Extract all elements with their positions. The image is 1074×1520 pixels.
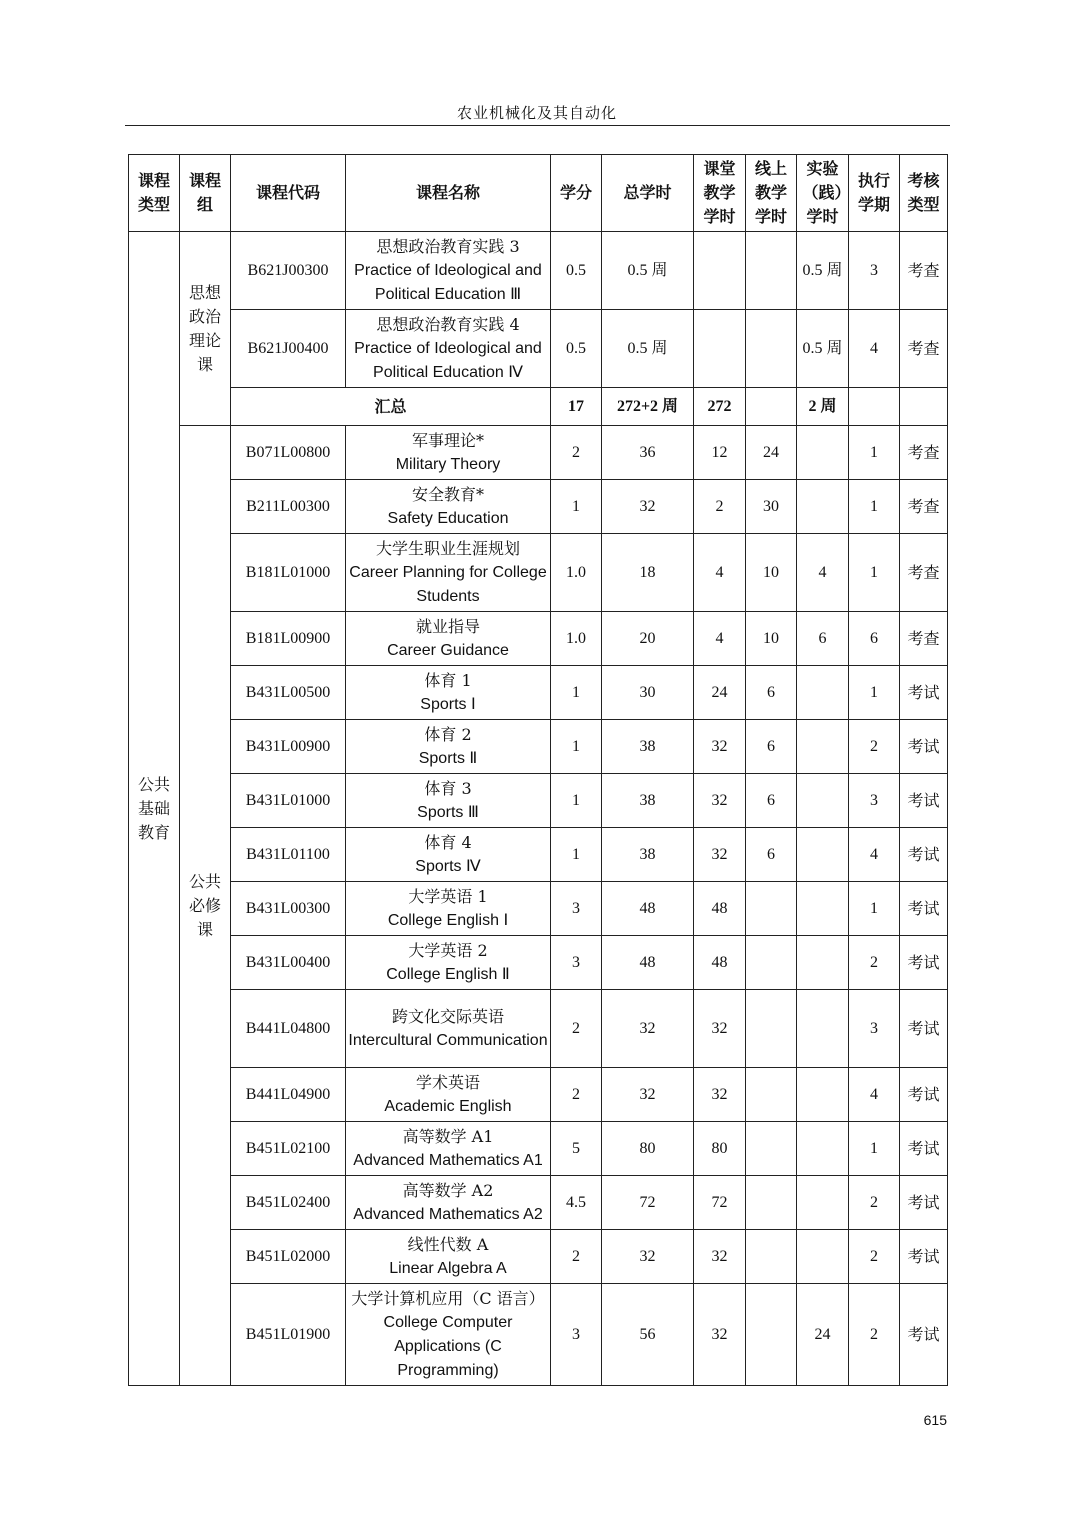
course-code: B431L01000 xyxy=(231,774,346,828)
course-name xyxy=(346,1068,551,1122)
course-practice-hours xyxy=(797,1176,849,1230)
header-semester: 执行学期 xyxy=(849,155,900,232)
course-online-hours xyxy=(746,1230,797,1284)
course-semester: 1 xyxy=(849,666,900,720)
course-name xyxy=(346,1284,551,1386)
course-table xyxy=(128,154,948,1386)
summary-online-hours xyxy=(746,388,797,426)
course-classroom-hours: 32 xyxy=(694,774,746,828)
course-name-en: College English Ⅱ xyxy=(386,965,510,983)
course-practice-hours xyxy=(797,936,849,990)
course-code: B431L00400 xyxy=(231,936,346,990)
header-classroom-hours: 课堂教学学时 xyxy=(694,155,746,232)
course-total-hours: 48 xyxy=(602,882,694,936)
course-total-hours: 36 xyxy=(602,426,694,480)
course-name-cn: 线性代数 A xyxy=(407,1234,489,1254)
course-credits: 3 xyxy=(551,1284,602,1386)
course-code: B181L00900 xyxy=(231,612,346,666)
course-name-cn: 学术英语 xyxy=(415,1072,480,1092)
course-semester: 1 xyxy=(849,534,900,612)
course-credits: 2 xyxy=(551,990,602,1068)
course-name xyxy=(346,310,551,388)
table-row xyxy=(129,720,948,774)
summary-classroom-hours: 272 xyxy=(694,388,746,426)
course-total-hours: 38 xyxy=(602,774,694,828)
summary-practice-hours: 2 周 xyxy=(797,388,849,426)
summary-credits: 17 xyxy=(551,388,602,426)
course-assessment: 考试 xyxy=(900,1176,948,1230)
table-row xyxy=(129,480,948,534)
table-row xyxy=(129,1122,948,1176)
course-semester: 2 xyxy=(849,936,900,990)
course-name-cn: 高等数学 A2 xyxy=(402,1180,494,1200)
course-semester: 4 xyxy=(849,1068,900,1122)
course-name-en: Intercultural Communication xyxy=(348,1031,548,1049)
course-name-en: Sports Ⅰ xyxy=(420,695,476,713)
table-row xyxy=(129,774,948,828)
course-practice-hours xyxy=(797,720,849,774)
table-row xyxy=(129,612,948,666)
course-practice-hours: 4 xyxy=(797,534,849,612)
course-name xyxy=(346,990,551,1068)
course-name xyxy=(346,936,551,990)
course-credits: 1.0 xyxy=(551,534,602,612)
course-credits: 1.0 xyxy=(551,612,602,666)
table-row xyxy=(129,990,948,1068)
course-code: B431L00900 xyxy=(231,720,346,774)
course-assessment: 考试 xyxy=(900,666,948,720)
course-name-en: Military Theory xyxy=(395,455,501,473)
course-credits: 1 xyxy=(551,774,602,828)
course-name-en: Advanced Mathematics A1 xyxy=(353,1151,543,1169)
course-semester: 4 xyxy=(849,828,900,882)
table-row xyxy=(129,882,948,936)
course-classroom-hours: 48 xyxy=(694,882,746,936)
course-credits: 5 xyxy=(551,1122,602,1176)
course-classroom-hours: 32 xyxy=(694,990,746,1068)
course-total-hours: 32 xyxy=(602,990,694,1068)
category-cell: 公共基础教育 xyxy=(129,232,180,1386)
course-practice-hours xyxy=(797,774,849,828)
table-header-row xyxy=(129,155,948,232)
course-online-hours xyxy=(746,1068,797,1122)
course-semester: 1 xyxy=(849,426,900,480)
course-assessment: 考查 xyxy=(900,310,948,388)
course-name-cn: 跨文化交际英语 xyxy=(391,1006,504,1026)
course-assessment: 考试 xyxy=(900,882,948,936)
course-assessment: 考试 xyxy=(900,774,948,828)
course-assessment: 考试 xyxy=(900,990,948,1068)
table-body xyxy=(129,232,948,1386)
course-online-hours xyxy=(746,232,797,310)
header-assessment: 考核类型 xyxy=(900,155,948,232)
course-semester: 3 xyxy=(849,774,900,828)
course-name-cn: 就业指导 xyxy=(415,616,480,636)
course-name-cn: 军事理论* xyxy=(411,430,484,450)
course-classroom-hours: 24 xyxy=(694,666,746,720)
course-online-hours xyxy=(746,990,797,1068)
course-total-hours: 32 xyxy=(602,1068,694,1122)
course-assessment: 考试 xyxy=(900,828,948,882)
summary-semester xyxy=(849,388,900,426)
course-online-hours: 6 xyxy=(746,774,797,828)
course-name xyxy=(346,1230,551,1284)
course-name-en: Academic English xyxy=(384,1097,512,1115)
course-online-hours: 6 xyxy=(746,666,797,720)
course-classroom-hours: 32 xyxy=(694,720,746,774)
course-name-cn: 体育 4 xyxy=(424,832,472,852)
course-name-cn: 体育 1 xyxy=(424,670,472,690)
course-semester: 3 xyxy=(849,232,900,310)
course-name xyxy=(346,480,551,534)
course-practice-hours xyxy=(797,882,849,936)
table-row xyxy=(129,232,948,310)
course-practice-hours xyxy=(797,990,849,1068)
course-name xyxy=(346,666,551,720)
table-row xyxy=(129,936,948,990)
course-code: B441L04800 xyxy=(231,990,346,1068)
course-name-cn: 体育 2 xyxy=(424,724,472,744)
course-assessment: 考查 xyxy=(900,612,948,666)
course-assessment: 考试 xyxy=(900,1284,948,1386)
course-total-hours: 38 xyxy=(602,828,694,882)
course-code: B621J00400 xyxy=(231,310,346,388)
course-name-en: Career Guidance xyxy=(387,641,509,659)
course-code: B441L04900 xyxy=(231,1068,346,1122)
course-credits: 3 xyxy=(551,882,602,936)
course-online-hours xyxy=(746,1122,797,1176)
header-total-hours: 总学时 xyxy=(602,155,694,232)
course-semester: 6 xyxy=(849,612,900,666)
course-online-hours: 10 xyxy=(746,612,797,666)
course-name-cn: 思想政治教育实践 3 xyxy=(376,236,520,256)
table-row xyxy=(129,426,948,480)
course-classroom-hours: 32 xyxy=(694,1284,746,1386)
course-credits: 0.5 xyxy=(551,232,602,310)
group-cell-ideological: 思想政治理论课 xyxy=(180,232,231,426)
course-code: B211L00300 xyxy=(231,480,346,534)
course-credits: 1 xyxy=(551,828,602,882)
course-total-hours: 32 xyxy=(602,1230,694,1284)
course-name xyxy=(346,774,551,828)
course-assessment: 考查 xyxy=(900,480,948,534)
course-practice-hours xyxy=(797,1068,849,1122)
course-assessment: 考试 xyxy=(900,1068,948,1122)
course-name xyxy=(346,882,551,936)
course-total-hours: 38 xyxy=(602,720,694,774)
course-code: B431L00500 xyxy=(231,666,346,720)
course-name xyxy=(346,426,551,480)
course-total-hours: 48 xyxy=(602,936,694,990)
course-name-en: College Computer Applications (C Programming) xyxy=(383,1313,513,1379)
course-practice-hours: 0.5 周 xyxy=(797,232,849,310)
course-credits: 1 xyxy=(551,480,602,534)
course-semester: 2 xyxy=(849,1284,900,1386)
course-name xyxy=(346,232,551,310)
course-name-en: Sports Ⅱ xyxy=(418,749,478,767)
course-credits: 2 xyxy=(551,1230,602,1284)
course-practice-hours: 0.5 周 xyxy=(797,310,849,388)
course-name-en: Career Planning for College Students xyxy=(349,563,547,605)
course-practice-hours xyxy=(797,1230,849,1284)
table-row xyxy=(129,1176,948,1230)
course-name-en: Practice of Ideological and Political Education Ⅲ xyxy=(354,261,542,303)
course-total-hours: 30 xyxy=(602,666,694,720)
course-code: B451L02000 xyxy=(231,1230,346,1284)
table-row xyxy=(129,310,948,388)
course-practice-hours xyxy=(797,426,849,480)
header-course-code: 课程代码 xyxy=(231,155,346,232)
course-code: B431L01100 xyxy=(231,828,346,882)
course-name-cn: 大学计算机应用（C 语言） xyxy=(351,1288,545,1308)
course-name-en: College English Ⅰ xyxy=(387,911,509,929)
course-total-hours: 56 xyxy=(602,1284,694,1386)
course-online-hours: 10 xyxy=(746,534,797,612)
course-semester: 1 xyxy=(849,1122,900,1176)
course-total-hours: 0.5 周 xyxy=(602,232,694,310)
summary-row xyxy=(129,388,948,426)
course-semester: 2 xyxy=(849,720,900,774)
course-practice-hours: 6 xyxy=(797,612,849,666)
course-credits: 4.5 xyxy=(551,1176,602,1230)
header-online-hours: 线上教学学时 xyxy=(746,155,797,232)
course-name-cn: 体育 3 xyxy=(424,778,472,798)
table-row xyxy=(129,828,948,882)
course-classroom-hours: 72 xyxy=(694,1176,746,1230)
course-name xyxy=(346,720,551,774)
group-cell-public-required: 公共必修课 xyxy=(180,426,231,1386)
course-practice-hours: 24 xyxy=(797,1284,849,1386)
course-semester: 1 xyxy=(849,882,900,936)
course-practice-hours xyxy=(797,480,849,534)
course-practice-hours xyxy=(797,1122,849,1176)
course-name-cn: 大学英语 1 xyxy=(408,886,488,906)
course-classroom-hours: 2 xyxy=(694,480,746,534)
course-name xyxy=(346,828,551,882)
course-assessment: 考试 xyxy=(900,1122,948,1176)
course-classroom-hours xyxy=(694,310,746,388)
course-credits: 1 xyxy=(551,720,602,774)
course-classroom-hours: 4 xyxy=(694,534,746,612)
course-classroom-hours xyxy=(694,232,746,310)
course-classroom-hours: 32 xyxy=(694,1230,746,1284)
course-total-hours: 32 xyxy=(602,480,694,534)
course-credits: 0.5 xyxy=(551,310,602,388)
course-semester: 2 xyxy=(849,1230,900,1284)
course-assessment: 考试 xyxy=(900,1230,948,1284)
course-credits: 2 xyxy=(551,426,602,480)
course-classroom-hours: 80 xyxy=(694,1122,746,1176)
header-course-name: 课程名称 xyxy=(346,155,551,232)
course-semester: 3 xyxy=(849,990,900,1068)
course-total-hours: 72 xyxy=(602,1176,694,1230)
course-total-hours: 18 xyxy=(602,534,694,612)
header-course-group: 课程组 xyxy=(180,155,231,232)
header-course-type: 课程类型 xyxy=(129,155,180,232)
course-name-en: Linear Algebra A xyxy=(389,1259,507,1277)
course-online-hours xyxy=(746,1176,797,1230)
course-name-cn: 大学生职业生涯规划 xyxy=(375,538,520,558)
course-classroom-hours: 48 xyxy=(694,936,746,990)
summary-total-hours: 272+2 周 xyxy=(602,388,694,426)
course-code: B071L00800 xyxy=(231,426,346,480)
course-name-cn: 安全教育* xyxy=(411,484,484,504)
header-practice-hours: 实验（践）学时 xyxy=(797,155,849,232)
course-semester: 4 xyxy=(849,310,900,388)
course-total-hours: 0.5 周 xyxy=(602,310,694,388)
course-name-cn: 高等数学 A1 xyxy=(402,1126,494,1146)
table-row xyxy=(129,1068,948,1122)
header-rule xyxy=(125,125,950,126)
page-number: 615 xyxy=(923,1412,947,1428)
course-practice-hours xyxy=(797,828,849,882)
course-online-hours: 24 xyxy=(746,426,797,480)
course-name xyxy=(346,1176,551,1230)
course-name-en: Advanced Mathematics A2 xyxy=(353,1205,543,1223)
course-semester: 2 xyxy=(849,1176,900,1230)
course-total-hours: 20 xyxy=(602,612,694,666)
course-online-hours xyxy=(746,310,797,388)
course-online-hours: 30 xyxy=(746,480,797,534)
course-assessment: 考查 xyxy=(900,232,948,310)
table-row xyxy=(129,666,948,720)
course-online-hours xyxy=(746,1284,797,1386)
course-code: B451L02100 xyxy=(231,1122,346,1176)
page-header-title: 农业机械化及其自动化 xyxy=(456,104,617,122)
course-semester: 1 xyxy=(849,480,900,534)
table-row xyxy=(129,534,948,612)
course-name-en: Safety Education xyxy=(387,509,509,527)
course-code: B181L01000 xyxy=(231,534,346,612)
summary-label: 汇总 xyxy=(231,388,551,426)
course-name-cn: 大学英语 2 xyxy=(408,940,488,960)
course-online-hours xyxy=(746,936,797,990)
course-name-cn: 思想政治教育实践 4 xyxy=(376,314,520,334)
course-name xyxy=(346,1122,551,1176)
course-name-en: Sports Ⅳ xyxy=(415,857,481,875)
course-name xyxy=(346,534,551,612)
course-assessment: 考试 xyxy=(900,936,948,990)
table-row xyxy=(129,1230,948,1284)
course-assessment: 考试 xyxy=(900,720,948,774)
course-credits: 1 xyxy=(551,666,602,720)
course-code: B431L00300 xyxy=(231,882,346,936)
course-online-hours: 6 xyxy=(746,720,797,774)
table-row xyxy=(129,1284,948,1386)
course-online-hours: 6 xyxy=(746,828,797,882)
course-classroom-hours: 12 xyxy=(694,426,746,480)
course-practice-hours xyxy=(797,666,849,720)
course-name-en: Practice of Ideological and Political Education Ⅳ xyxy=(354,339,542,381)
course-name xyxy=(346,612,551,666)
summary-assessment xyxy=(900,388,948,426)
course-total-hours: 80 xyxy=(602,1122,694,1176)
header-credits: 学分 xyxy=(551,155,602,232)
course-code: B451L01900 xyxy=(231,1284,346,1386)
course-online-hours xyxy=(746,882,797,936)
course-credits: 2 xyxy=(551,1068,602,1122)
course-name-en: Sports Ⅲ xyxy=(417,803,479,821)
course-code: B621J00300 xyxy=(231,232,346,310)
course-assessment: 考查 xyxy=(900,426,948,480)
course-classroom-hours: 32 xyxy=(694,828,746,882)
course-credits: 3 xyxy=(551,936,602,990)
course-classroom-hours: 4 xyxy=(694,612,746,666)
course-code: B451L02400 xyxy=(231,1176,346,1230)
course-classroom-hours: 32 xyxy=(694,1068,746,1122)
course-assessment: 考查 xyxy=(900,534,948,612)
